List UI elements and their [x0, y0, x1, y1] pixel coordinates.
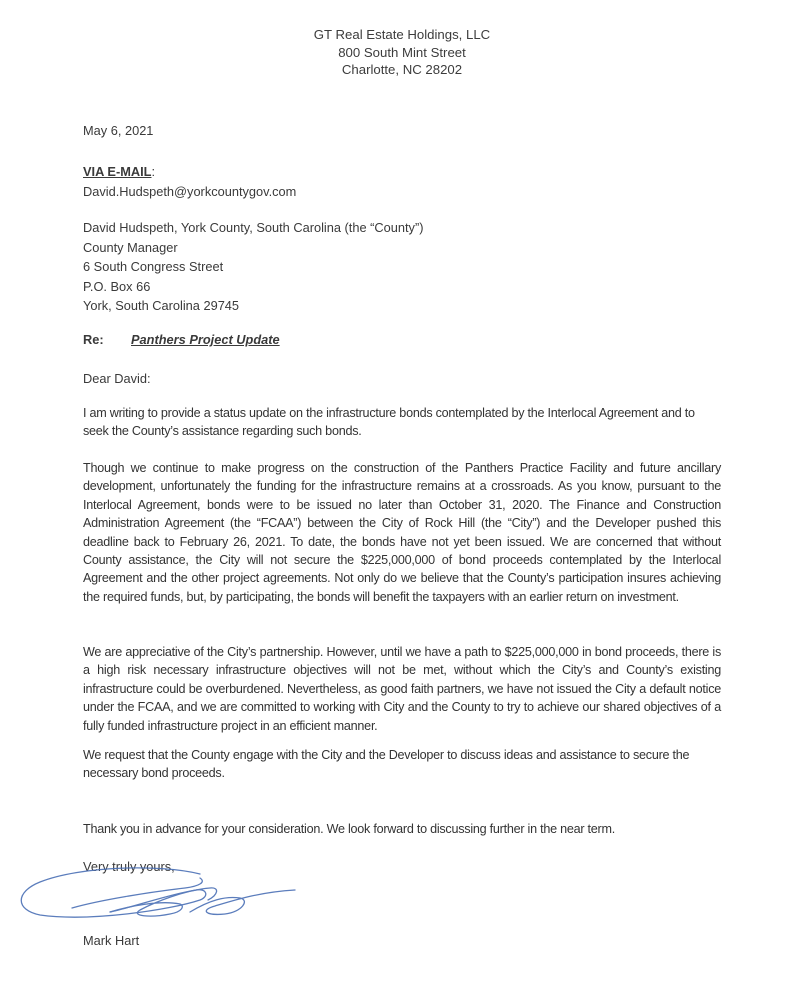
recipient-email: David.Hudspeth@yorkcountygov.com [83, 183, 297, 199]
body-paragraph: We request that the County engage with the City and the Developer to discuss ideas and assistance to secure the necessary bond proceeds. [83, 748, 690, 781]
body-paragraph: Though we continue to make progress on the construction of the Panthers Practice Facility and future ancillary development, unfortunately the funding for the infrastructure remains at a crossroads. As you know, pursuant to the Interlocal Agreement, bonds were to be issued no later than October 31, 2020. The Finance and Construction Administration Agreement (the “FCAA”) between the City of Rock Hill (the “City”) and the Developer pushed this deadline back to February 26, 2021. To date, the bonds have not yet been issued. We are concerned that without County assistance, the City will not secure the $225,000,000 of bond proceeds contemplated by the Interlocal Agreement and the other project agreements. Not only do we believe that the County’s participation insures achieving the required funds, but, by participating, the bonds will benefit the taxpayers with an earlier return on investment. [83, 461, 721, 604]
salutation: Dear David: [83, 371, 151, 386]
closing: Very truly yours, [83, 859, 175, 874]
delivery-colon: : [151, 164, 156, 179]
delivery-label: VIA E-MAIL [83, 164, 152, 179]
subject-line [83, 330, 280, 350]
signer-name: Mark Hart [83, 933, 140, 948]
body-paragraph: Thank you in advance for your consideration. We look forward to discussing further in the near term. [83, 822, 615, 836]
recipient-address [83, 218, 423, 316]
recipient-line: P.O. Box 66 [83, 278, 151, 294]
re-label: Re: [83, 332, 104, 347]
company-name: GT Real Estate Holdings, LLC [313, 27, 491, 42]
recipient-line: York, South Carolina 29745 [83, 298, 240, 313]
recipient-line: County Manager [83, 239, 178, 255]
recipient-line: David Hudspeth, York County, South Carolina (the “County”) [83, 220, 424, 235]
delivery-method [83, 162, 296, 201]
letter-date: May 6, 2021 [83, 123, 154, 138]
letterhead [0, 26, 804, 79]
body-paragraph: We are appreciative of the City’s partnership. However, until we have a path to $225,000,000 in bond proceeds, there is a high risk necessary infrastructure objectives will not be met, without which the City’s and County’s existing infrastructure could be overburdened. Nevertheless, as good faith partners, we have not issued the City a default notice under the FCAA, and we are committed to working with City and the County to try to achieve our shared objectives of a fully funded infrastructure project in an efficient manner. [83, 645, 721, 733]
re-subject: Panthers Project Update [131, 332, 280, 347]
company-city: Charlotte, NC 28202 [341, 62, 463, 77]
company-street: 800 South Mint Street [338, 44, 466, 60]
signature-image [10, 860, 300, 935]
body-paragraph: I am writing to provide a status update on the infrastructure bonds contemplated by the Interlocal Agreement and to seek the County’s assistance regarding such bonds. [83, 406, 695, 439]
recipient-line: 6 South Congress Street [83, 259, 224, 274]
